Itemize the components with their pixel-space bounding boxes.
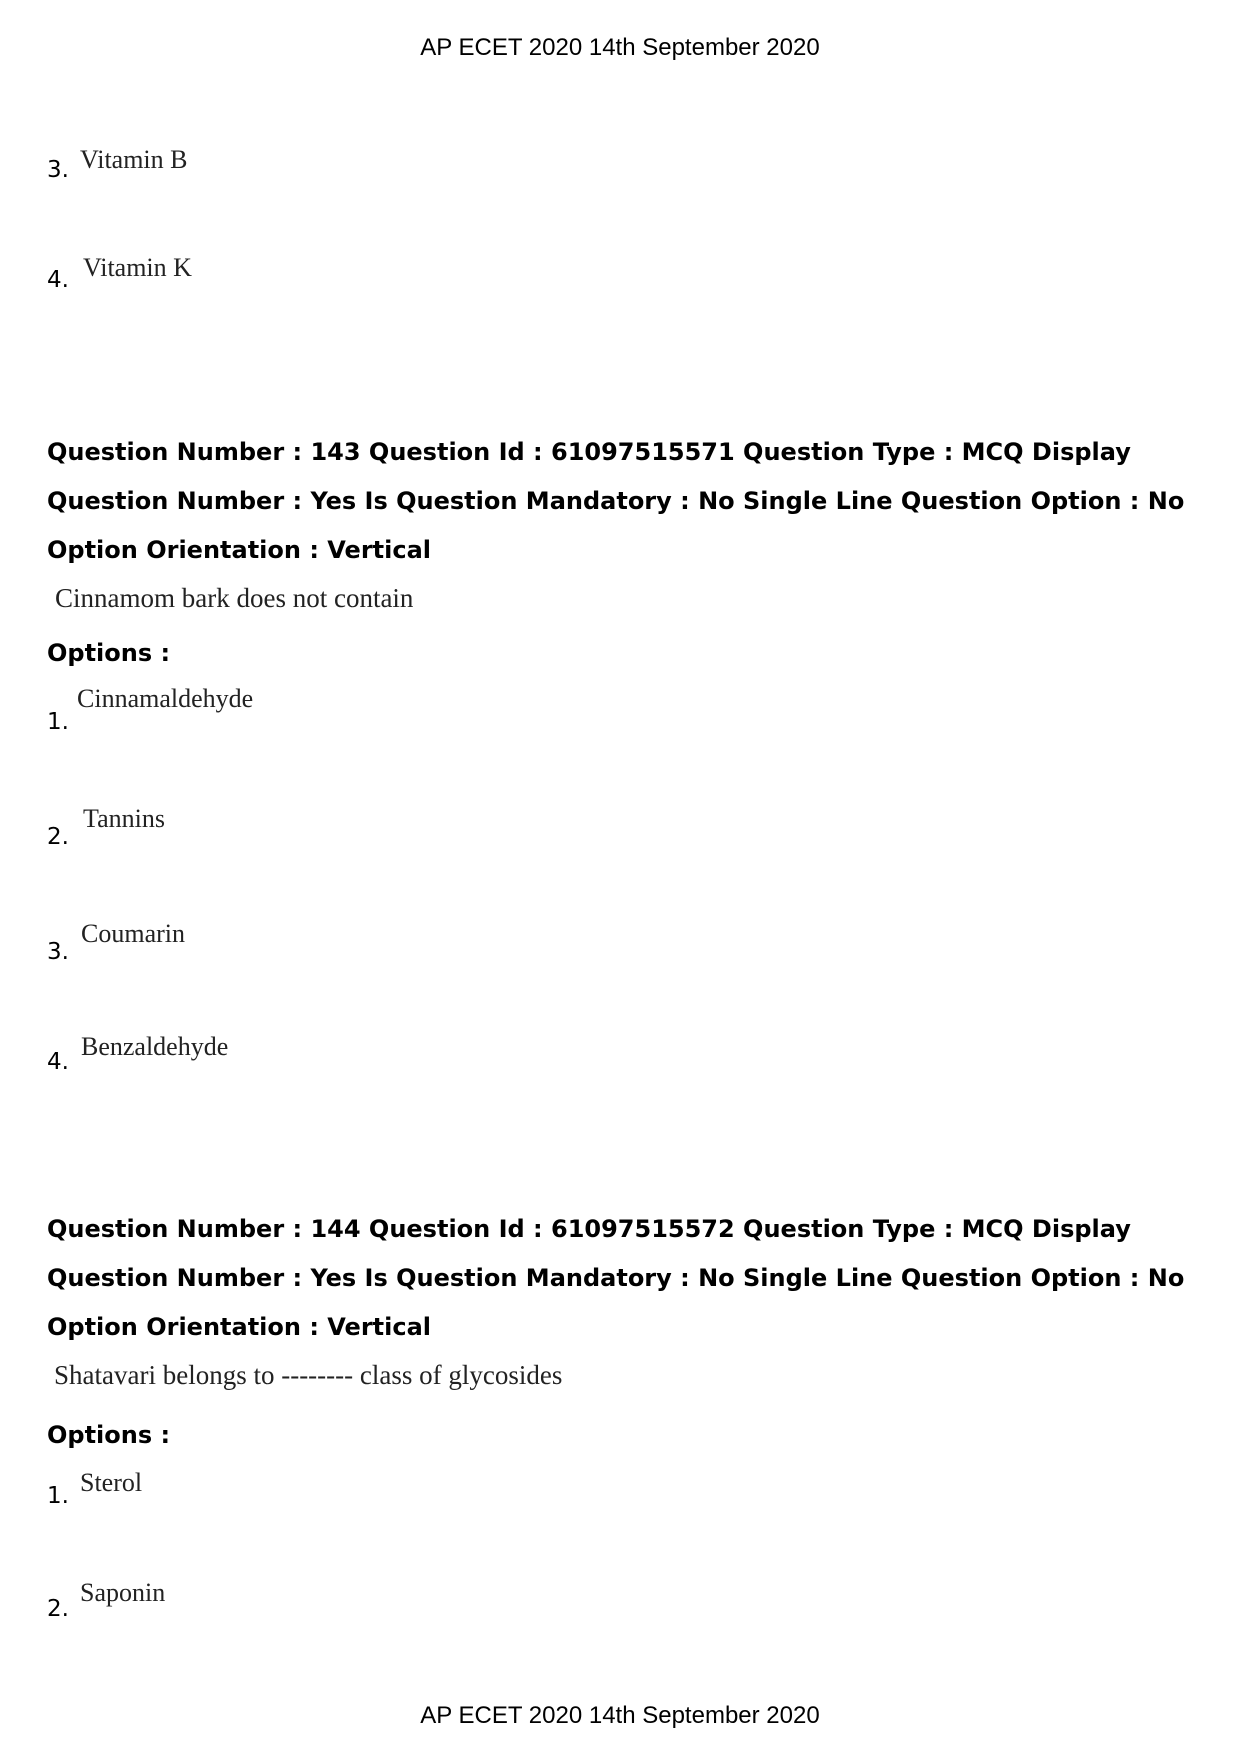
options-label: Options : bbox=[47, 639, 171, 667]
option-text: Saponin bbox=[80, 1578, 166, 1607]
page-header: AP ECET 2020 14th September 2020 bbox=[420, 34, 820, 61]
question-meta: Question Number : 144 Question Id : 61097515572 Question Type : MCQ Display Question Number : Yes Is Question Mandatory : No Single Line Question Option : No Option Orientation : Vertical bbox=[47, 1215, 1185, 1341]
option-text: Tannins bbox=[83, 804, 165, 833]
option-text: Vitamin B bbox=[80, 145, 188, 174]
option-text: Coumarin bbox=[81, 919, 185, 948]
option-text: Benzaldehyde bbox=[81, 1032, 229, 1061]
option-number: 4. bbox=[47, 267, 69, 293]
option-number: 4. bbox=[47, 1049, 69, 1075]
question-text: Cinnamom bark does not contain bbox=[55, 583, 414, 613]
option-number: 2. bbox=[47, 1596, 69, 1622]
option-number: 1. bbox=[47, 709, 69, 735]
option-text: Cinnamaldehyde bbox=[77, 684, 254, 713]
option-number: 3. bbox=[47, 157, 69, 183]
option-number: 2. bbox=[47, 824, 69, 850]
page-footer: AP ECET 2020 14th September 2020 bbox=[420, 1702, 820, 1729]
option-number: 3. bbox=[47, 939, 69, 965]
question-text: Shatavari belongs to -------- class of glycosides bbox=[54, 1360, 563, 1390]
options-label: Options : bbox=[47, 1421, 171, 1449]
option-text: Sterol bbox=[80, 1468, 143, 1497]
option-text: Vitamin K bbox=[83, 253, 192, 282]
question-meta: Question Number : 143 Question Id : 61097515571 Question Type : MCQ Display Question Number : Yes Is Question Mandatory : No Single Line Question Option : No Option Orientation : Vertical bbox=[47, 438, 1185, 564]
option-number: 1. bbox=[47, 1483, 69, 1509]
